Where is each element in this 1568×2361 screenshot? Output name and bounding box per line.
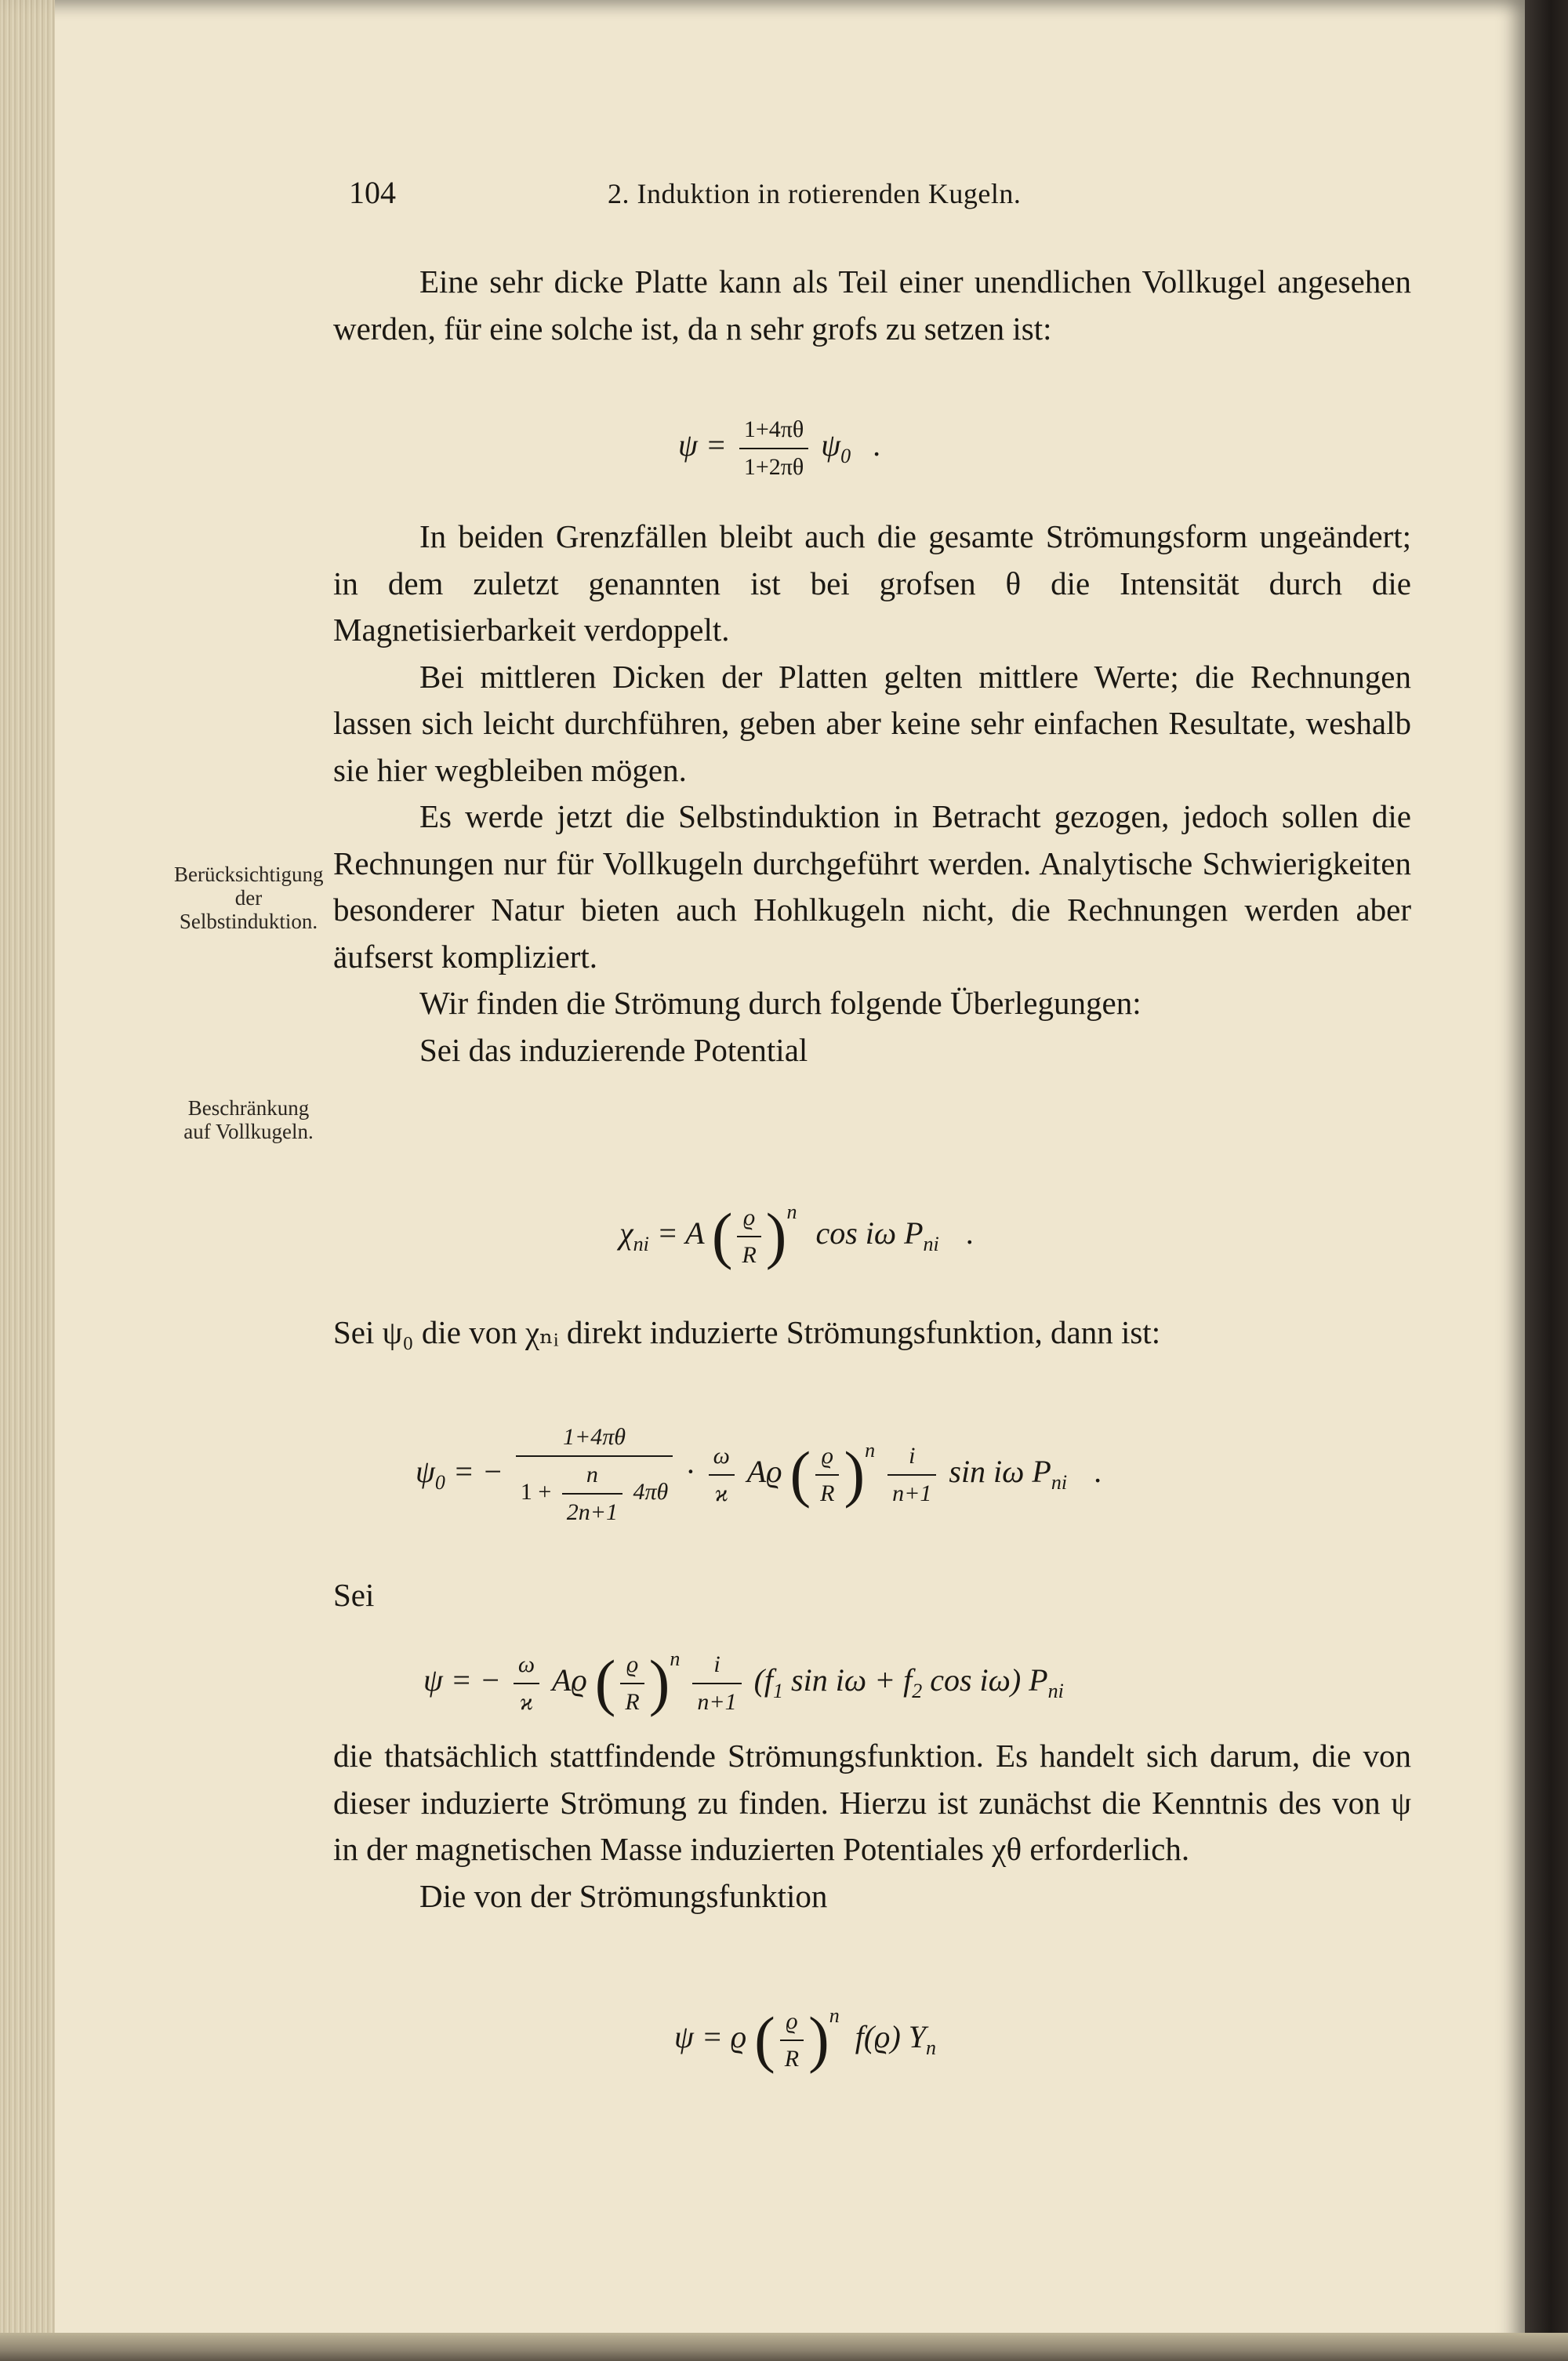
paragraph-text: Eine sehr dicke Platte kann als Teil einer unendlichen Vollkugel angesehen werden, für eine solche ist, da n sehr grofs zu setzen ist: xyxy=(333,263,1411,347)
eq-numerator: ϱ xyxy=(780,2003,804,2041)
eq-dot: · xyxy=(685,1454,696,1490)
eq-fraction xyxy=(739,412,808,485)
eq-lhs: ψ = xyxy=(678,427,727,463)
eq-exponent: n xyxy=(865,1439,876,1462)
eq-end: . xyxy=(873,427,881,463)
paragraph-text: Wir finden die Strömung durch folgende Überlegungen: xyxy=(419,985,1142,1021)
eq-denominator: R xyxy=(742,1242,757,1268)
paragraph-block-9 xyxy=(333,1733,1411,1920)
eq-exponent: n xyxy=(670,1647,681,1671)
paragraph-block-2 xyxy=(333,514,1411,1073)
eq-den-denominator: 2n+1 xyxy=(566,1499,618,1525)
eq-rho-r xyxy=(620,1647,644,1720)
eq-paren-close: ) xyxy=(648,1648,670,1718)
eq-numerator: ϱ xyxy=(737,1200,760,1237)
page-stack-edge xyxy=(0,0,55,2361)
eq-big-numerator: 1+4πθ xyxy=(516,1419,673,1457)
eq-lhs-sub: 0 xyxy=(434,1471,445,1495)
eq-den-numerator: n xyxy=(562,1457,622,1495)
eq-paren-open: ( xyxy=(754,2005,775,2075)
eq-mid: Aϱ xyxy=(746,1454,782,1490)
eq-paren-close: ) xyxy=(844,1440,866,1509)
eq-lhs: χ xyxy=(619,1215,633,1251)
paragraph-text: Bei mittleren Dicken der Platten gelten mittlere Werte; die Rechnungen lassen sich leicht durchführen, geben aber keine sehr einfachen Resultate, weshalb sie hier wegbleiben mögen. xyxy=(333,658,1411,788)
eq-rest-c: cos iω) P xyxy=(930,1662,1048,1698)
eq-denominator: ϰ xyxy=(519,1689,533,1715)
eq-rest-b-sub: 2 xyxy=(912,1680,923,1703)
paragraph-text: In beiden Grenzfällen bleibt auch die gesamte Strömungsform ungeändert; in dem zuletzt genannten ist bei grofsen θ die Intensität durch die Magnetisierbarkeit verdoppelt. xyxy=(333,518,1411,648)
eq-i-frac xyxy=(692,1647,741,1720)
eq-mid: Aϱ xyxy=(552,1662,587,1698)
eq-denominator: R xyxy=(820,1480,835,1506)
eq-lhs: ψ = − xyxy=(423,1662,501,1698)
eq-numerator: ϱ xyxy=(620,1647,644,1684)
eq-den-a: 1 + xyxy=(520,1478,552,1505)
eq-rest-sub: n xyxy=(926,2036,937,2060)
eq-i-frac xyxy=(887,1438,936,1512)
eq-numerator: i xyxy=(887,1438,936,1476)
eq-denominator: ϰ xyxy=(714,1480,728,1506)
eq-exponent: n xyxy=(829,2004,840,2028)
paragraph-7 xyxy=(333,1309,1411,1357)
eq-big-fraction xyxy=(516,1419,673,1531)
eq-rhs-sub: 0 xyxy=(840,445,851,468)
paragraph-text: Es werde jetzt die Selbstinduktion in Betracht gezogen, jedoch sollen die Rechnungen nur für Vollkugeln durchgeführt werden. Analytische Schwierigkeiten besonderer Natur bieten auch Hohlkugeln nicht, die Rechnungen werden aber äufserst kompliziert. xyxy=(333,798,1411,975)
eq-rest-c-sub: ni xyxy=(1047,1680,1064,1703)
eq-end: . xyxy=(1094,1454,1102,1490)
eq-denominator: R xyxy=(784,2046,800,2072)
paragraph-1 xyxy=(333,259,1411,352)
eq-rest-sub: ni xyxy=(1051,1471,1068,1495)
eq-rest: f(ϱ) Y xyxy=(855,2019,927,2055)
eq-rest-b: sin iω + f xyxy=(791,1662,913,1698)
eq-fraction xyxy=(737,1200,760,1273)
margin-note-vollkugeln: Beschränkung auf Vollkugeln. xyxy=(183,1096,314,1143)
eq-denominator: R xyxy=(625,1689,640,1715)
eq-lhs: ψ = ϱ xyxy=(674,2019,747,2055)
eq-paren-open: ( xyxy=(711,1201,733,1271)
eq-rho-r xyxy=(815,1438,839,1512)
margin-note-selbstinduktion: Berücksichtigung der Selbstinduktion. xyxy=(174,863,324,933)
eq-lhs: ψ xyxy=(416,1454,435,1490)
paragraph-text: Die von der Strömungsfunktion xyxy=(419,1877,828,1914)
paragraph-text: Sei xyxy=(333,1577,375,1613)
equation-3 xyxy=(416,1419,1102,1531)
eq-omega-kappa xyxy=(709,1438,735,1512)
eq-den-b: 4πθ xyxy=(633,1478,669,1505)
eq-big-denominator xyxy=(516,1457,673,1531)
eq-den-fraction xyxy=(562,1457,622,1531)
eq-numerator: ω xyxy=(514,1647,539,1684)
paragraph-8 xyxy=(333,1572,1411,1619)
eq-numerator: i xyxy=(692,1647,741,1684)
eq-rest: sin iω P xyxy=(949,1454,1051,1490)
eq-rhs: ψ xyxy=(821,427,841,463)
eq-end: . xyxy=(965,1215,974,1251)
eq-paren-open: ( xyxy=(789,1440,811,1509)
equation-4 xyxy=(423,1647,1064,1720)
equation-2 xyxy=(619,1200,974,1273)
eq-paren-close: ) xyxy=(808,2005,829,2075)
eq-denominator: 1+2πθ xyxy=(743,454,804,480)
running-title: 2. Induktion in rotierenden Kugeln. xyxy=(608,178,1022,209)
book-binding xyxy=(1525,0,1568,2361)
eq-omega-kappa xyxy=(514,1647,539,1720)
eq-rho-r xyxy=(780,2003,804,2077)
eq-rest-sub: ni xyxy=(923,1233,939,1256)
eq-denominator: n+1 xyxy=(892,1480,932,1506)
eq-numerator: 1+4πθ xyxy=(739,412,808,449)
eq-paren-close: ) xyxy=(765,1201,787,1271)
eq-rest-a: (f xyxy=(753,1662,774,1698)
eq-exponent: n xyxy=(786,1200,797,1224)
equation-5 xyxy=(674,2003,936,2077)
eq-rest: cos iω P xyxy=(815,1215,924,1251)
eq-numerator: ϱ xyxy=(815,1438,839,1476)
eq-numerator: ω xyxy=(709,1438,735,1476)
equation-1 xyxy=(678,412,880,485)
eq-rest-a-sub: 1 xyxy=(773,1680,784,1703)
paragraph-text: Sei ψ₀ die von χₙᵢ direkt induzierte Strömungsfunktion, dann ist: xyxy=(333,1314,1161,1350)
page-header xyxy=(349,174,1446,221)
eq-paren-open: ( xyxy=(594,1648,616,1718)
eq-lhs-sub: ni xyxy=(633,1233,649,1256)
eq-denominator: n+1 xyxy=(697,1689,737,1715)
paragraph-text: die thatsächlich stattfindende Strömungsfunktion. Es handelt sich darum, die von dieser induzierte Strömung zu finden. Hierzu ist zunächst die Kenntnis des von ψ in der magnetischen Masse induzierten Potentiales χθ erforderlich. xyxy=(333,1738,1411,1867)
page-number: 104 xyxy=(349,175,396,210)
paragraph-text: Sei das induzierende Potential xyxy=(419,1031,808,1068)
eq-equals: = − xyxy=(452,1454,503,1490)
eq-equals: = A xyxy=(656,1215,704,1251)
book-bottom-edge xyxy=(0,2333,1568,2361)
